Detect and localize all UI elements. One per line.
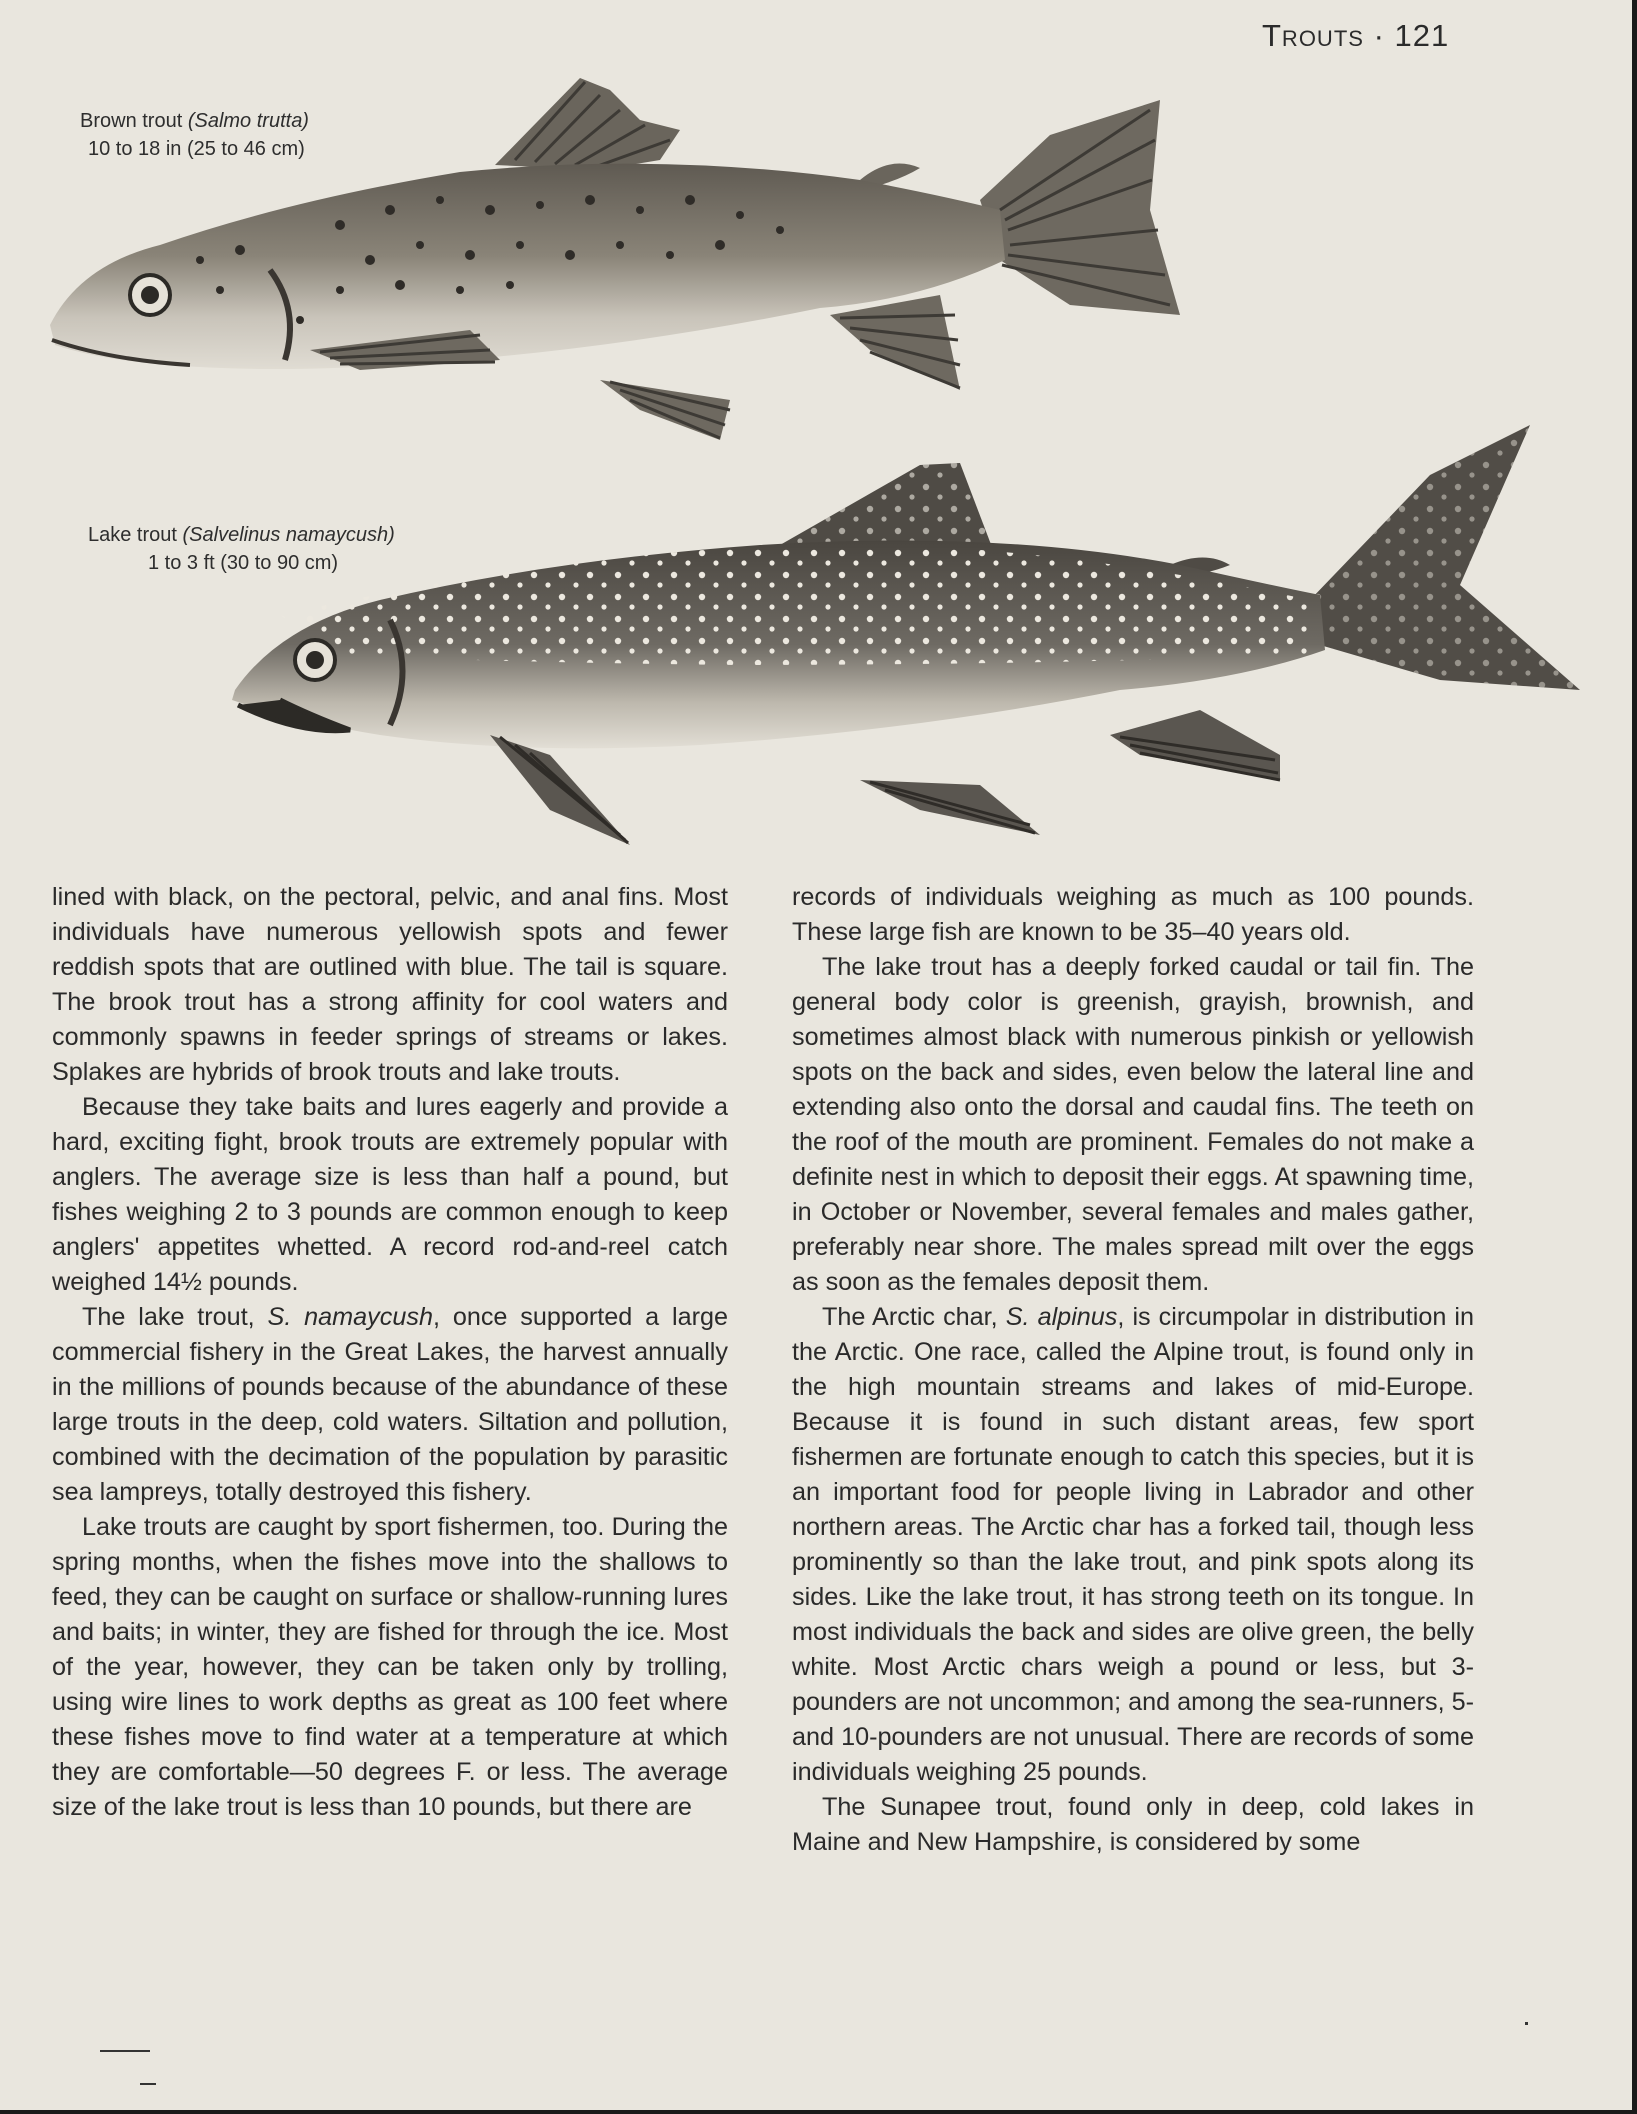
brown-trout-size: 10 to 18 in (25 to 46 cm) bbox=[88, 138, 305, 160]
left-paragraph-3: The lake trout, S. namaycush, once supported a large commercial fishery in the Great Lakes, the harvest annually in the millions of pounds because of the abundance of these large trouts in the deep, cold waters. Siltation and pollution, combined with the decimation of the population by parasitic sea lampreys, totally destroyed this fishery. bbox=[52, 1303, 729, 1506]
brown-trout-scientific-name: (Salmo trutta) bbox=[187, 110, 309, 132]
right-paragraph-2: The lake trout has a deeply forked caudal or tail fin. The general body color is greenish, grayish, brownish, and sometimes almost black with numerous pinkish or yellowish spots on the back and sides, even below the lateral line and extending also onto the dorsal and caudal fins. The teeth on the roof of the mouth are prominent. Females do not make a definite nest in which to deposit their eggs. At spawning time, in October or November, several females and males gather, preferably near shore. The males spread milt over the eggs as soon as the females deposit them. bbox=[792, 953, 1474, 1296]
section-title: Trouts bbox=[1262, 18, 1364, 53]
left-paragraph-2: Because they take baits and lures eagerly and provide a hard, exciting fight, brook trouts are extremely popular with anglers. The average size is less than half a pound, but fishes weighing 2 to 3 pounds are common enough to keep anglers' appetites whetted. A record rod-and-reel catch weighed 14½ pounds. bbox=[52, 1093, 728, 1296]
left-paragraph-4: Lake trouts are caught by sport fishermen, too. During the spring months, when the fishes move into the shallows to feed, they can be caught on surface or shallow-running lures and baits; in winter, they are fished for through the ice. Most of the year, however, they can be taken only by trolling, using wire lines to work depths as great as 100 feet where these fishes move to find water at a temperature at which they are comfortable—50 degrees F. or less. The average size of the lake trout is less than 10 pounds, but there are bbox=[52, 1513, 728, 1821]
right-paragraph-3: The Arctic char, S. alpinus, is circumpolar in distribution in the Arctic. One race, called the Alpine trout, is found only in the high mountain streams and lakes of mid-Europe. Because it is found in such distant areas, few sport fishermen are fortunate enough to catch this species, but it is an important food for people living in Labrador and other northern areas. The Arctic char has a forked tail, though less prominently so than the lake trout, and pink spots along its sides. Like the lake trout, it has strong teeth on its tongue. In most individuals the back and sides are olive green, the belly white. Most Arctic chars weigh a pound or less, but 3-pounders are not uncommon; and among the sea-runners, 5- and 10-pounders are not unusual. There are records of some individuals weighing 25 pounds. bbox=[792, 1303, 1474, 1786]
lake-trout-illustration bbox=[220, 415, 1600, 865]
lake-trout-scientific-name: (Salvelinus namaycush) bbox=[182, 524, 395, 546]
left-paragraph-1: lined with black, on the pectoral, pelvic, and anal fins. Most individuals have numerous yellowish spots and fewer reddish spots that are outlined with blue. The tail is square. The brook trout has a strong affinity for cool waters and commonly spawns in feeder springs of streams or lakes. Splakes are hybrids of brook trouts and lake trouts. bbox=[52, 883, 728, 1086]
brown-trout-name: Brown trout bbox=[80, 110, 183, 132]
brown-trout-illustration bbox=[40, 60, 1190, 460]
page-number: 121 bbox=[1394, 18, 1450, 53]
print-speck bbox=[140, 2083, 156, 2085]
lake-trout-size: 1 to 3 ft (30 to 90 cm) bbox=[148, 552, 339, 574]
running-head bbox=[1262, 18, 1449, 54]
left-text-column bbox=[52, 880, 728, 1825]
header-separator: · bbox=[1373, 18, 1385, 53]
right-paragraph-4: The Sunapee trout, found only in deep, cold lakes in Maine and New Hampshire, is considered by some bbox=[792, 1793, 1474, 1856]
print-speck bbox=[100, 2050, 150, 2052]
lake-trout-name: Lake trout bbox=[88, 524, 177, 546]
right-text-column bbox=[792, 880, 1474, 1860]
right-paragraph-1: records of individuals weighing as much as 100 pounds. These large fish are known to be 35–40 years old. bbox=[792, 883, 1474, 946]
print-speck bbox=[1525, 2022, 1528, 2025]
